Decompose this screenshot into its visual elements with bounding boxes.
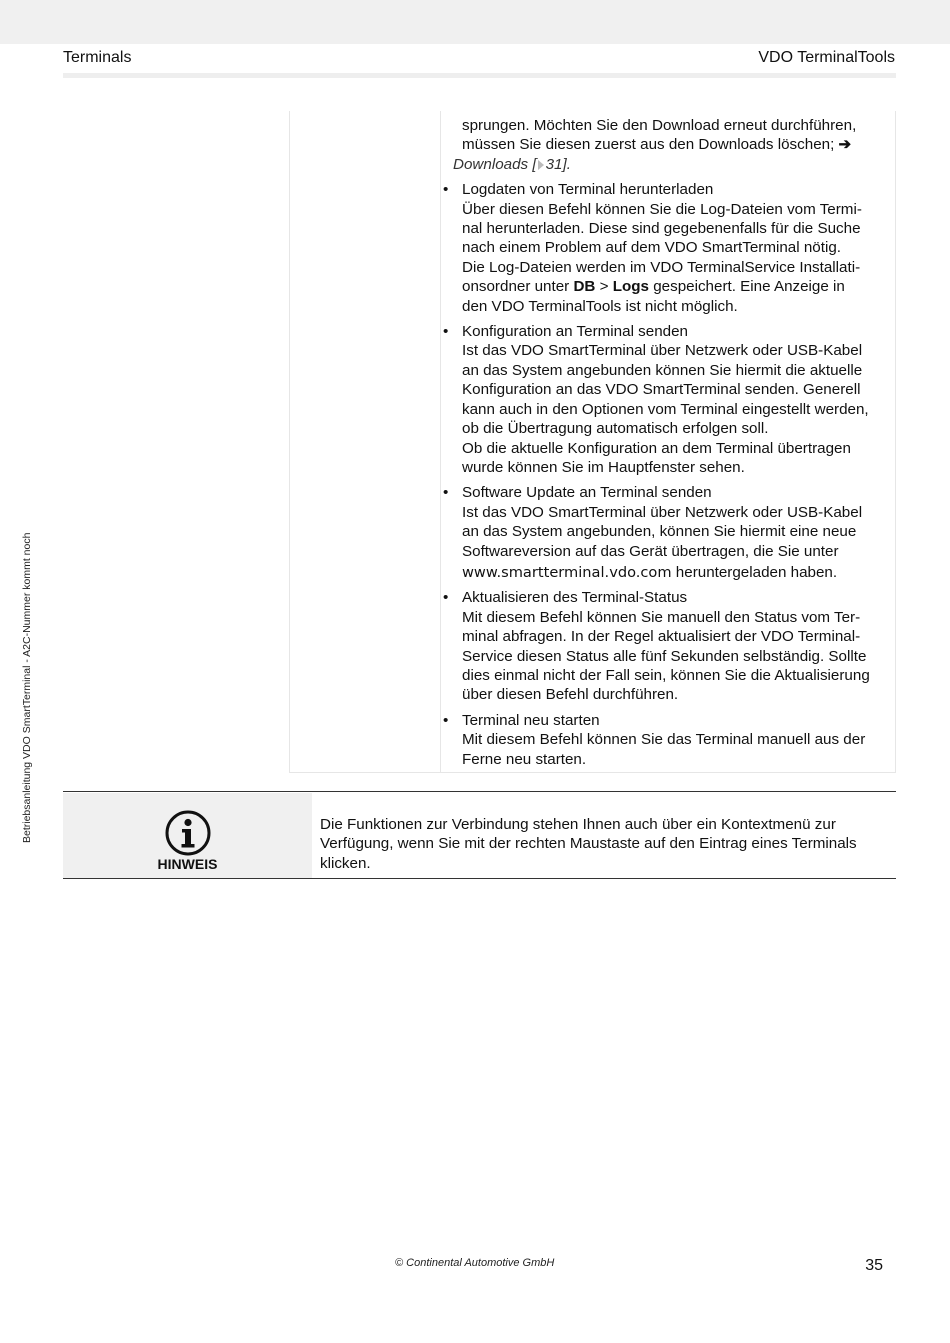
notice-text [320, 815, 890, 873]
list-item [443, 588, 893, 704]
path-db: DB [573, 278, 596, 296]
list-item-line: Ob die aktuelle Konfiguration an dem Terminal übertragen [462, 439, 851, 457]
list-item-line: an das System angebunden, können Sie hiermit eine neue [462, 523, 857, 541]
page-number: 35 [865, 1257, 883, 1274]
list-item-line: minal abfragen. In der Regel aktualisiert der VDO Terminal- [462, 628, 861, 646]
side-document-label: Betriebsanleitung VDO SmartTerminal - A2C-Nummer kommt noch [21, 532, 33, 843]
notice-label-panel [63, 793, 312, 878]
list-item-title: Aktualisieren des Terminal-Status [462, 589, 688, 607]
notice-label: HINWEIS [157, 856, 218, 872]
cross-reference-close: ]. [562, 155, 571, 173]
list-item-line: Ist das VDO SmartTerminal über Netzwerk oder USB-Kabel [462, 503, 863, 521]
line-text: gespeichert. Eine Anzeige in [648, 278, 845, 296]
list-item-line: Die Log-Dateien werden im VDO TerminalService Installati- [462, 258, 861, 276]
list-item-line: Über diesen Befehl können Sie die Log-Dateien vom Termi- [462, 200, 862, 218]
list-item-line: ob die Übertragung automatisch erfolgen soll. [462, 420, 769, 438]
list-item-line: an das System angebunden können Sie hiermit die aktuelle [462, 361, 863, 379]
cross-reference-link[interactable] [443, 155, 893, 174]
list-item-line: Ist das VDO SmartTerminal über Netzwerk oder USB-Kabel [462, 342, 863, 360]
list-item-line: Mit diesem Befehl können Sie manuell den Status vom Ter- [462, 608, 861, 626]
bullet-icon: • [443, 589, 449, 607]
list-item-line: Service diesen Status alle fünf Sekunden selbständig. Sollte [462, 647, 867, 665]
info-icon [165, 810, 211, 856]
line-text: heruntergeladen haben. [671, 563, 838, 581]
list-item [443, 711, 893, 769]
list-item-title: Terminal neu starten [462, 711, 600, 729]
cross-reference-text: Downloads [ [453, 155, 537, 173]
list-item-line: Mit diesem Befehl können Sie das Terminal manuell aus der [462, 731, 866, 749]
list-item-title: Software Update an Terminal senden [462, 484, 712, 502]
list-item-line: Ferne neu starten. [462, 750, 587, 768]
list-item-title: Logdaten von Terminal herunterladen [462, 181, 714, 199]
list-item-line: wurde können Sie im Hauptfenster sehen. [462, 458, 745, 476]
notice-line: Verfügung, wenn Sie mit der rechten Maustaste auf den Eintrag eines Terminals [320, 835, 857, 853]
bullet-icon: • [443, 711, 449, 729]
top-band [0, 0, 950, 44]
page-pointer-icon [538, 160, 544, 170]
content-column [443, 116, 893, 769]
list-item-line: kann auch in den Optionen vom Terminal eingestellt werden, [462, 400, 869, 418]
list-item-line [462, 563, 893, 582]
notice-line: klicken. [320, 854, 371, 872]
path-logs: Logs [612, 278, 649, 296]
list-item-line: nach einem Problem auf dem VDO SmartTerminal nötig. [462, 239, 842, 257]
website-link[interactable]: www.smartterminal.vdo.com [462, 563, 672, 581]
list-item-line: den VDO TerminalTools ist nicht möglich. [462, 297, 738, 315]
footer-copyright: © Continental Automotive GmbH [395, 1257, 555, 1269]
list-item-line [462, 277, 893, 296]
header-section-title: Terminals [63, 49, 132, 66]
list-item [443, 180, 893, 316]
bullet-icon: • [443, 181, 449, 199]
continued-line-1: sprungen. Möchten Sie den Download erneut durchführen, [462, 117, 857, 134]
notice-line: Die Funktionen zur Verbindung stehen Ihnen auch über ein Kontextmenü zur [320, 816, 836, 833]
list-item-line: nal herunterladen. Diese sind gegebenenfalls für die Suche [462, 220, 861, 238]
list-item-line: dies einmal nicht der Fall sein, können Sie die Aktualisierung [462, 666, 870, 684]
list-item-title: Konfiguration an Terminal senden [462, 323, 688, 341]
list-item-line: Softwareversion auf das Gerät übertragen, die Sie unter [462, 542, 839, 560]
list-item [443, 322, 893, 477]
list-item-line: über diesen Befehl durchführen. [462, 686, 679, 704]
notice-box [63, 791, 896, 879]
continued-line-2-text: müssen Sie diesen zuerst aus den Downloads löschen; [462, 136, 835, 154]
line-text: onsordner unter [462, 278, 574, 296]
path-separator: > [595, 278, 613, 296]
list-item-line: Konfiguration an das VDO SmartTerminal senden. Generell [462, 381, 861, 399]
header-product-name: VDO TerminalTools [758, 49, 895, 66]
header-rule [63, 73, 896, 78]
table-divider [440, 111, 441, 773]
bullet-icon: • [443, 323, 449, 341]
cross-reference-page: 31 [545, 155, 563, 173]
cross-reference-arrow-icon: ➔ [838, 136, 852, 154]
continued-line-2 [443, 135, 893, 154]
bullet-icon: • [443, 484, 449, 502]
list-item [443, 483, 893, 582]
